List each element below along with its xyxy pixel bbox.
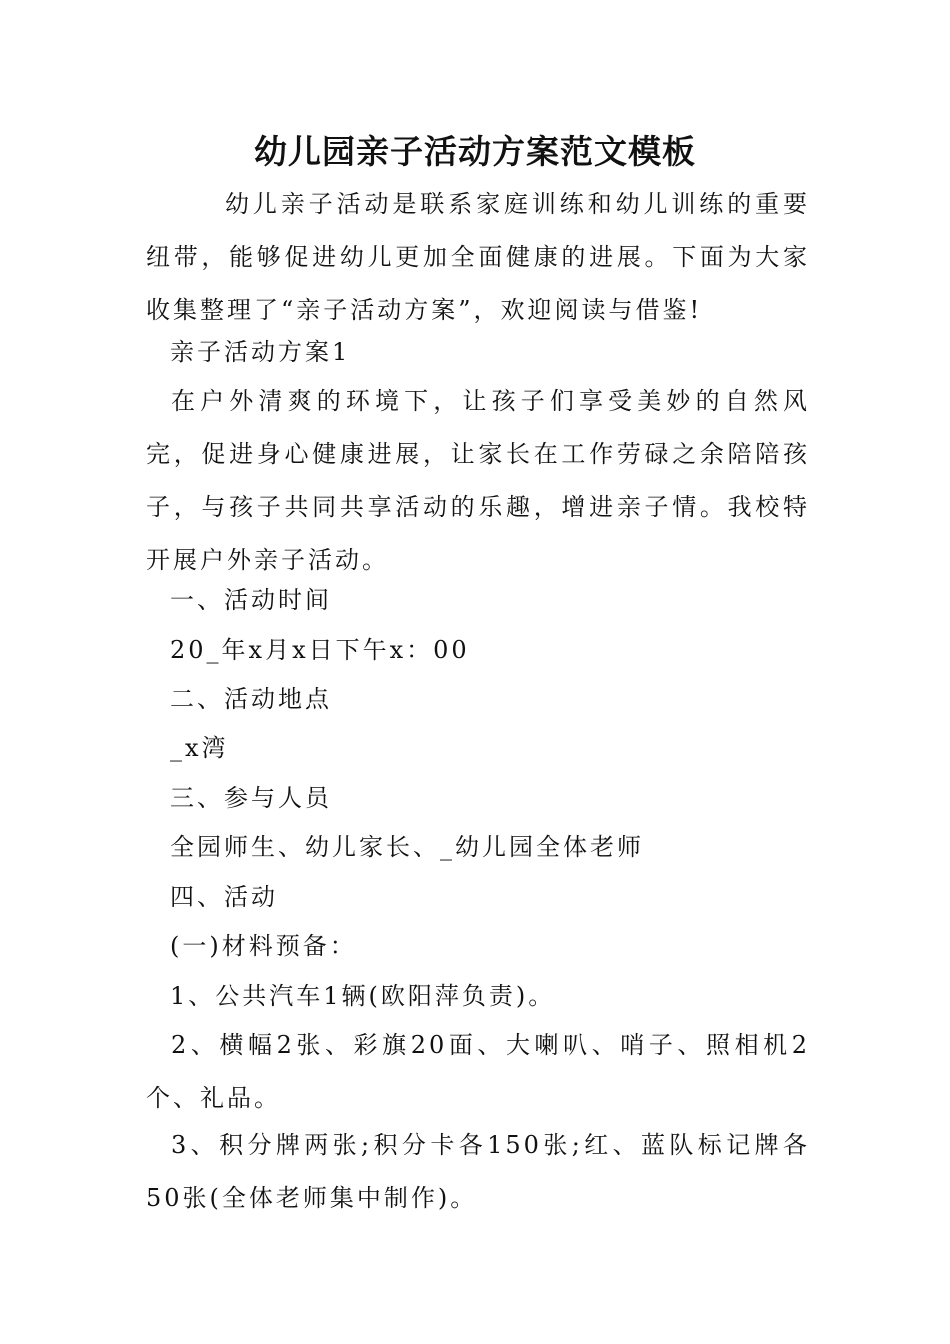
people-heading: 三、参与人员 xyxy=(170,784,332,812)
material-item-2: 2、横幅2张、彩旗20面、大喇叭、哨子、照相机2个、礼品。 xyxy=(146,1031,810,1112)
material-item-1: 1、公共汽车1辆(欧阳萍负责)。 xyxy=(170,982,556,1010)
document-title: 幼儿园亲子活动方案范文模板 xyxy=(254,132,696,171)
section-paragraph: 在户外清爽的环境下，让孩子们享受美妙的自然风完，促进身心健康进展，让家长在工作劳碌之余陪陪孩子，与孩子共同共享活动的乐趣，增进亲子情。我校特开展户外亲子活动。 xyxy=(146,387,810,574)
place-value: _x湾 xyxy=(170,734,229,762)
section-heading: 亲子活动方案1 xyxy=(170,338,351,366)
time-value: 20_年x月x日下午x：00 xyxy=(170,636,470,664)
people-value: 全园师生、幼儿家长、_幼儿园全体老师 xyxy=(170,833,644,861)
place-heading: 二、活动地点 xyxy=(170,685,332,713)
intro-paragraph: 幼儿亲子活动是联系家庭训练和幼儿训练的重要纽带，能够促进幼儿更加全面健康的进展。下面为大家收集整理了“亲子活动方案”，欢迎阅读与借鉴! xyxy=(146,190,810,324)
material-item-3: 3、积分牌两张;积分卡各150张;红、蓝队标记牌各50张(全体老师集中制作)。 xyxy=(146,1131,810,1212)
activity-heading: 四、活动 xyxy=(170,883,278,911)
time-heading: 一、活动时间 xyxy=(170,586,332,614)
materials-heading: (一)材料预备： xyxy=(170,932,357,960)
